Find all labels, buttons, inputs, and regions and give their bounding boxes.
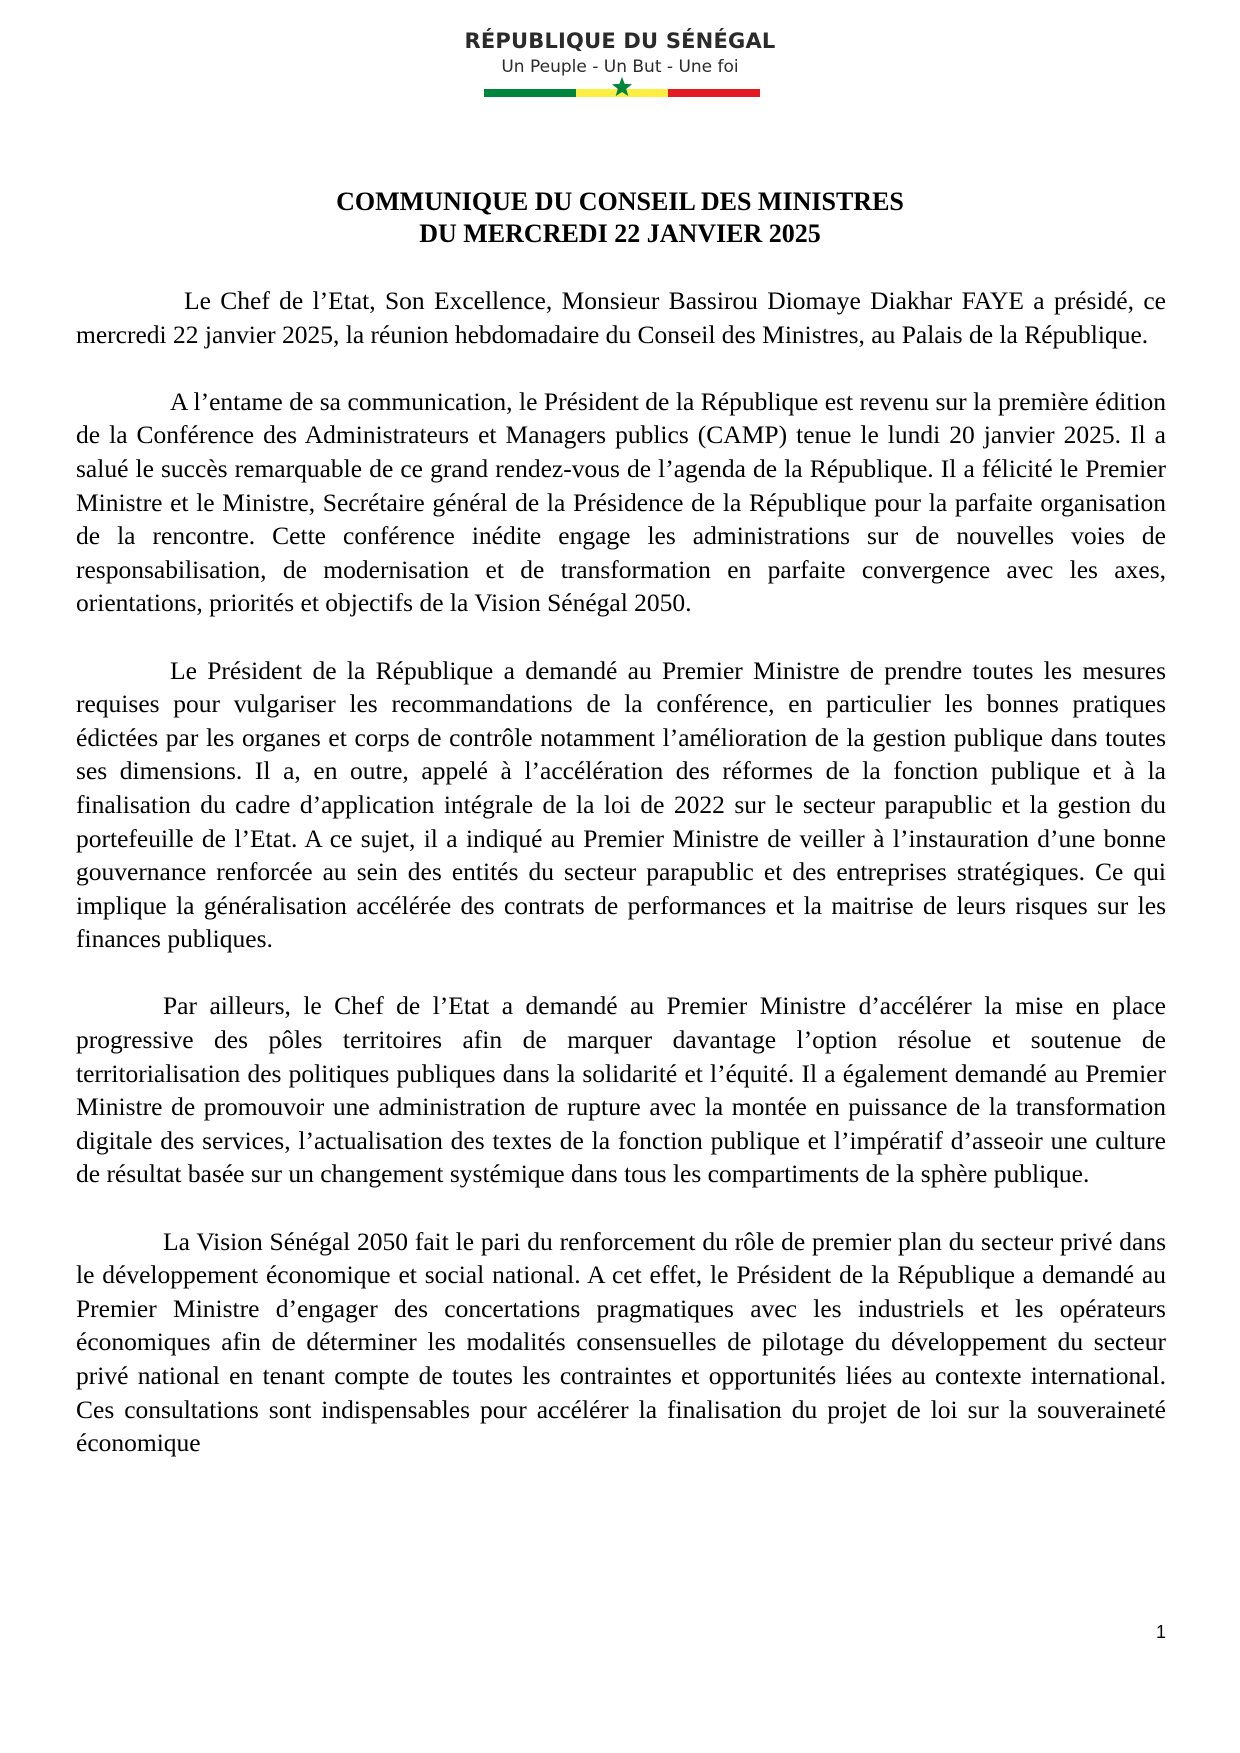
paragraph-camp-conference: A l’entame de sa communication, le Président de la République est revenu sur la première édition de la Conférence des Administrateurs et Managers publics (CAMP) tenue le lundi 20 janvier 2025. Il a salué le succès remarquable de ce grand rendez-vous de l’agenda de la République. Il a félicité le Premier Ministre et le Ministre, Secrétaire général de la Présidence de la République pour la parfaite organisation de la rencontre. Cette conférence inédite engage les administrations sur de nouvelles voies de responsabilisation, de modernisation et de transformation en parfaite convergence avec les axes, orientations, priorités et objectifs de la Vision Sénégal 2050.: [76, 386, 1166, 618]
document-title: [0, 186, 1240, 250]
page-number: 1: [1155, 1622, 1166, 1642]
flag-bar: [484, 89, 760, 97]
letterhead: [0, 28, 1240, 78]
letterhead-motto: Un Peuple - Un But - Une foi: [501, 57, 739, 77]
document-title-line2: DU MERCREDI 22 JANVIER 2025: [419, 219, 821, 248]
flag-green-stripe: [484, 89, 576, 97]
flag-red-stripe: [668, 89, 760, 97]
paragraph-conference-recommendations: Le Président de la République a demandé au Premier Ministre de prendre toutes les mesures requises pour vulgariser les recommandations de la conférence, en particulier les bonnes pratiques édictées par les organes et corps de contrôle notamment l’amélioration de la gestion publique dans toutes ses dimensions. Il a, en outre, appelé à l’accélération des réformes de la fonction publique et à la finalisation du cadre d’application intégrale de la loi de 2022 sur le secteur parapublic et la gestion du portefeuille de l’Etat. A ce sujet, il a indiqué au Premier Ministre de veiller à l’instauration d’une bonne gouvernance renforcée au sein des entités du secteur parapublic et des entreprises stratégiques. Ce qui implique la généralisation accélérée des contrats de performances et la maitrise de leurs risques sur les finances publiques.: [76, 655, 1166, 954]
star-icon: [611, 76, 633, 98]
letterhead-title: RÉPUBLIQUE DU SÉNÉGAL: [464, 29, 776, 53]
document-body: [76, 284, 1166, 1493]
paragraph-territorial-poles: Par ailleurs, le Chef de l’Etat a demandé au Premier Ministre d’accélérer la mise en place progressive des pôles territoires afin de marquer davantage l’option résolue et soutenue de territorialisation des politiques publiques dans la solidarité et l’équité. Il a également demandé au Premier Ministre de promouvoir une administration de rupture avec la montée en puissance de la transformation digitale des services, l’actualisation des textes de la fonction publique et l’impératif d’asseoir une culture de résultat basée sur un changement systémique dans tous les compartiments de la sphère publique.: [76, 991, 1166, 1189]
paragraph-opening: Le Chef de l’Etat, Son Excellence, Monsieur Bassirou Diomaye Diakhar FAYE a présidé, ce mercredi 22 janvier 2025, la réunion hebdomadaire du Conseil des Ministres, au Palais de la République.: [76, 286, 1166, 349]
paragraph-vision-2050-private-sector: La Vision Sénégal 2050 fait le pari du renforcement du rôle de premier plan du secteur privé dans le développement économique et social national. A cet effet, le Président de la République a demandé au Premier Ministre d’engager des concertations pragmatiques avec les industriels et les opérateurs économiques afin de déterminer les modalités consensuelles de pilotage du développement du secteur privé national en tenant compte de toutes les contraintes et opportunités liées au contexte international. Ces consultations sont indispensables pour accélérer la finalisation du projet de loi sur la souveraineté économique: [76, 1226, 1166, 1458]
document-title-line1: COMMUNIQUE DU CONSEIL DES MINISTRES: [336, 187, 904, 216]
